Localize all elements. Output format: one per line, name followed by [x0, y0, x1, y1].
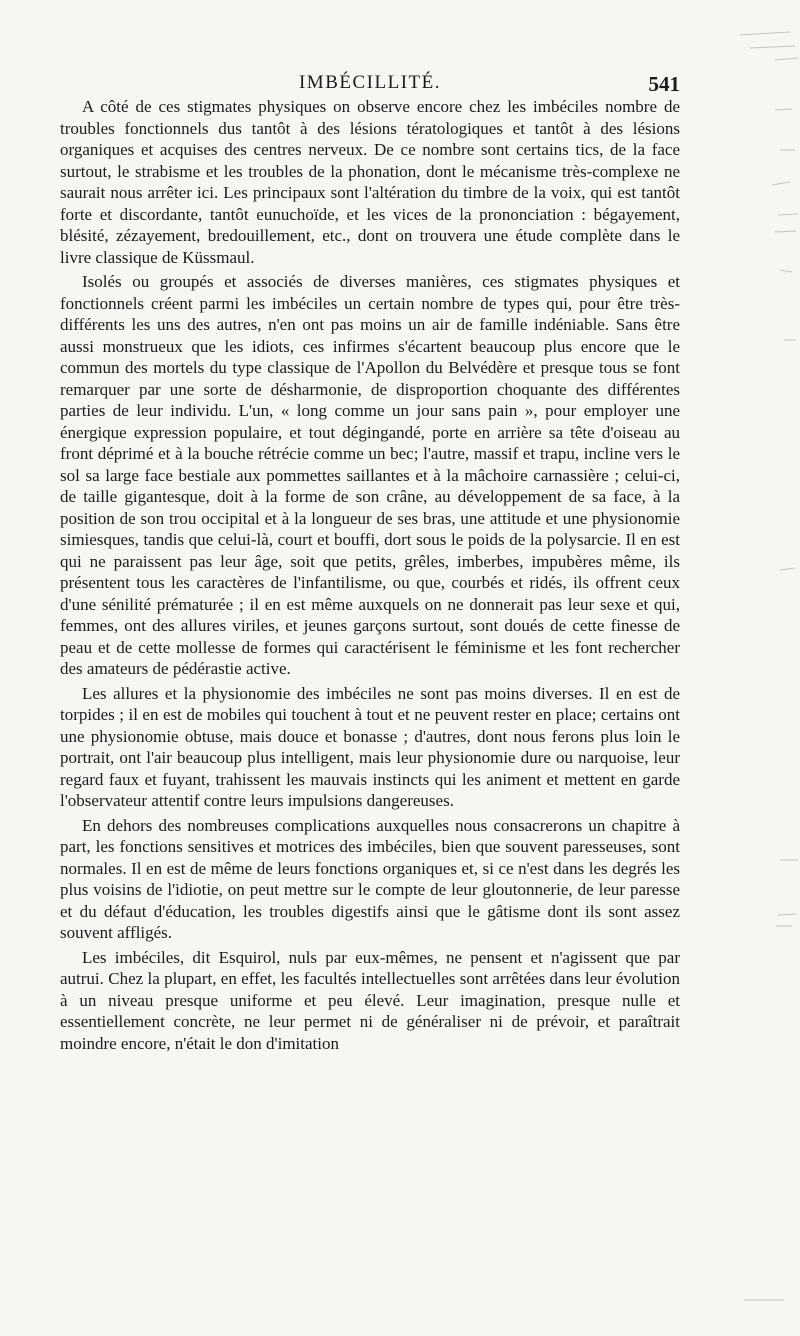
- show-through-marks: [680, 0, 800, 1331]
- paragraph: En dehors des nombreuses complications auxquelles nous consacrerons un chapitre à part, les fonctions sensitives et motrices des imbéciles, bien que souvent paresseuses, sont normales. Il en est de même de leurs fonctions organiques et, si ce n'est dans les degrés les plus voisins de l'idiotie, on peut mettre sur le compte de leur gloutonnerie, de leur paresse et du défaut d'éducation, les troubles digestifs ainsi que le gâtisme dont ils sont assez souvent affligés.: [60, 815, 680, 942]
- paragraph: Isolés ou groupés et associés de diverses manières, ces stigmates physiques et fonctionnels créent parmi les imbéciles un certain nombre de types qui, pour être très-différents les uns des autres, n'en ont pas moins un air de famille indéniable. Sans être aussi monstrueux que les idiots, ces infirmes s'écartent beaucoup plus encore que le commun des mortels du type classique de l'Apollon du Belvédère et presque tous se font remarquer par une sorte de désharmonie, de disproportion choquante des différentes parties de leur individu. L'un, « long comme un jour sans pain », pour employer une énergique expression populaire, et tout dégingandé, porte en arrière sa tête d'oiseau au front déprimé et à la bouche rétrécie comme un bec; l'autre, massif et trapu, incline vers le sol sa large face bestiale aux pommettes saillantes et à la mâchoire carnassière ; celui-ci, de taille gigantesque, doit à la forme de son crâne, au développement de sa face, à la position de son trou occipital et à la longueur de ses bras, une attitude et une physionomie simiesques, tandis que celui-là, court et bouffi, dort sous le poids de la polysarcie. Il en est qui ne paraissent pas leur âge, soit que petits, grêles, imberbes, impubères même, ils présentent tous les caractères de l'infantilisme, ou que, courbés et ridés, ils offrent ceux d'une sénilité prématurée ; il en est même auxquels on ne donnerait pas leur sexe et qui, femmes, ont des allures viriles, et jeunes garçons surtout, sont doués de cette finesse de peau et de cette mollesse de formes qui caractérisent le féminisme et les font rechercher des amateurs de pédérastie active.: [60, 272, 680, 678]
- paragraph: Les allures et la physionomie des imbéciles ne sont pas moins diverses. Il en est de torpides ; il en est de mobiles qui touchent à tout et ne peuvent rester en place; certains ont une physionomie obtuse, mais douce et bonasse ; d'autres, dont nous ferons plus loin le portrait, ont l'air beaucoup plus intelligent, mais leur physionomie dure ou narquoise, leur regard faux et fuyant, trahissent les mauvais instincts qui les animent et mettent en garde l'observateur attentif contre leurs impulsions dangereuses.: [60, 683, 680, 810]
- paragraph: A côté de ces stigmates physiques on observe encore chez les imbéciles nombre de troubles fonctionnels dus tantôt à des lésions tératologiques et tantôt à des lésions organiques et acquises des centres nerveux. De ce nombre sont certains tics, de la face surtout, le strabisme et les troubles de la phonation, dont le mécanisme très-complexe ne saurait nous arrêter ici. Les principaux sont l'altération du timbre de la voix, qui est tantôt forte et discordante, tantôt eunuchoïde, et les vices de la prononciation : bégayement, blésité, zézayement, bredouillement, etc., dont on trouvera une étude complète dans le livre classique de Küssmaul.: [60, 97, 680, 267]
- running-head: [60, 72, 680, 98]
- paragraph: Les imbéciles, dit Esquirol, nuls par eux-mêmes, ne pensent et n'agissent que par autrui. Chez la plupart, en effet, les facultés intellectuelles sont arrêtées dans leur évolution à un niveau presque uniforme et peu élevé. Leur imagination, presque nulle et essentiellement concrète, ne leur permet ni de généraliser ni de prévoir, et paraîtrait moindre encore, n'était le don d'imitation: [60, 947, 680, 1053]
- chapter-title: IMBÉCILLITÉ.: [298, 72, 441, 93]
- body-text: [60, 96, 680, 1054]
- bleed-through-texture: [680, 0, 800, 1331]
- page-number: 541: [648, 72, 680, 96]
